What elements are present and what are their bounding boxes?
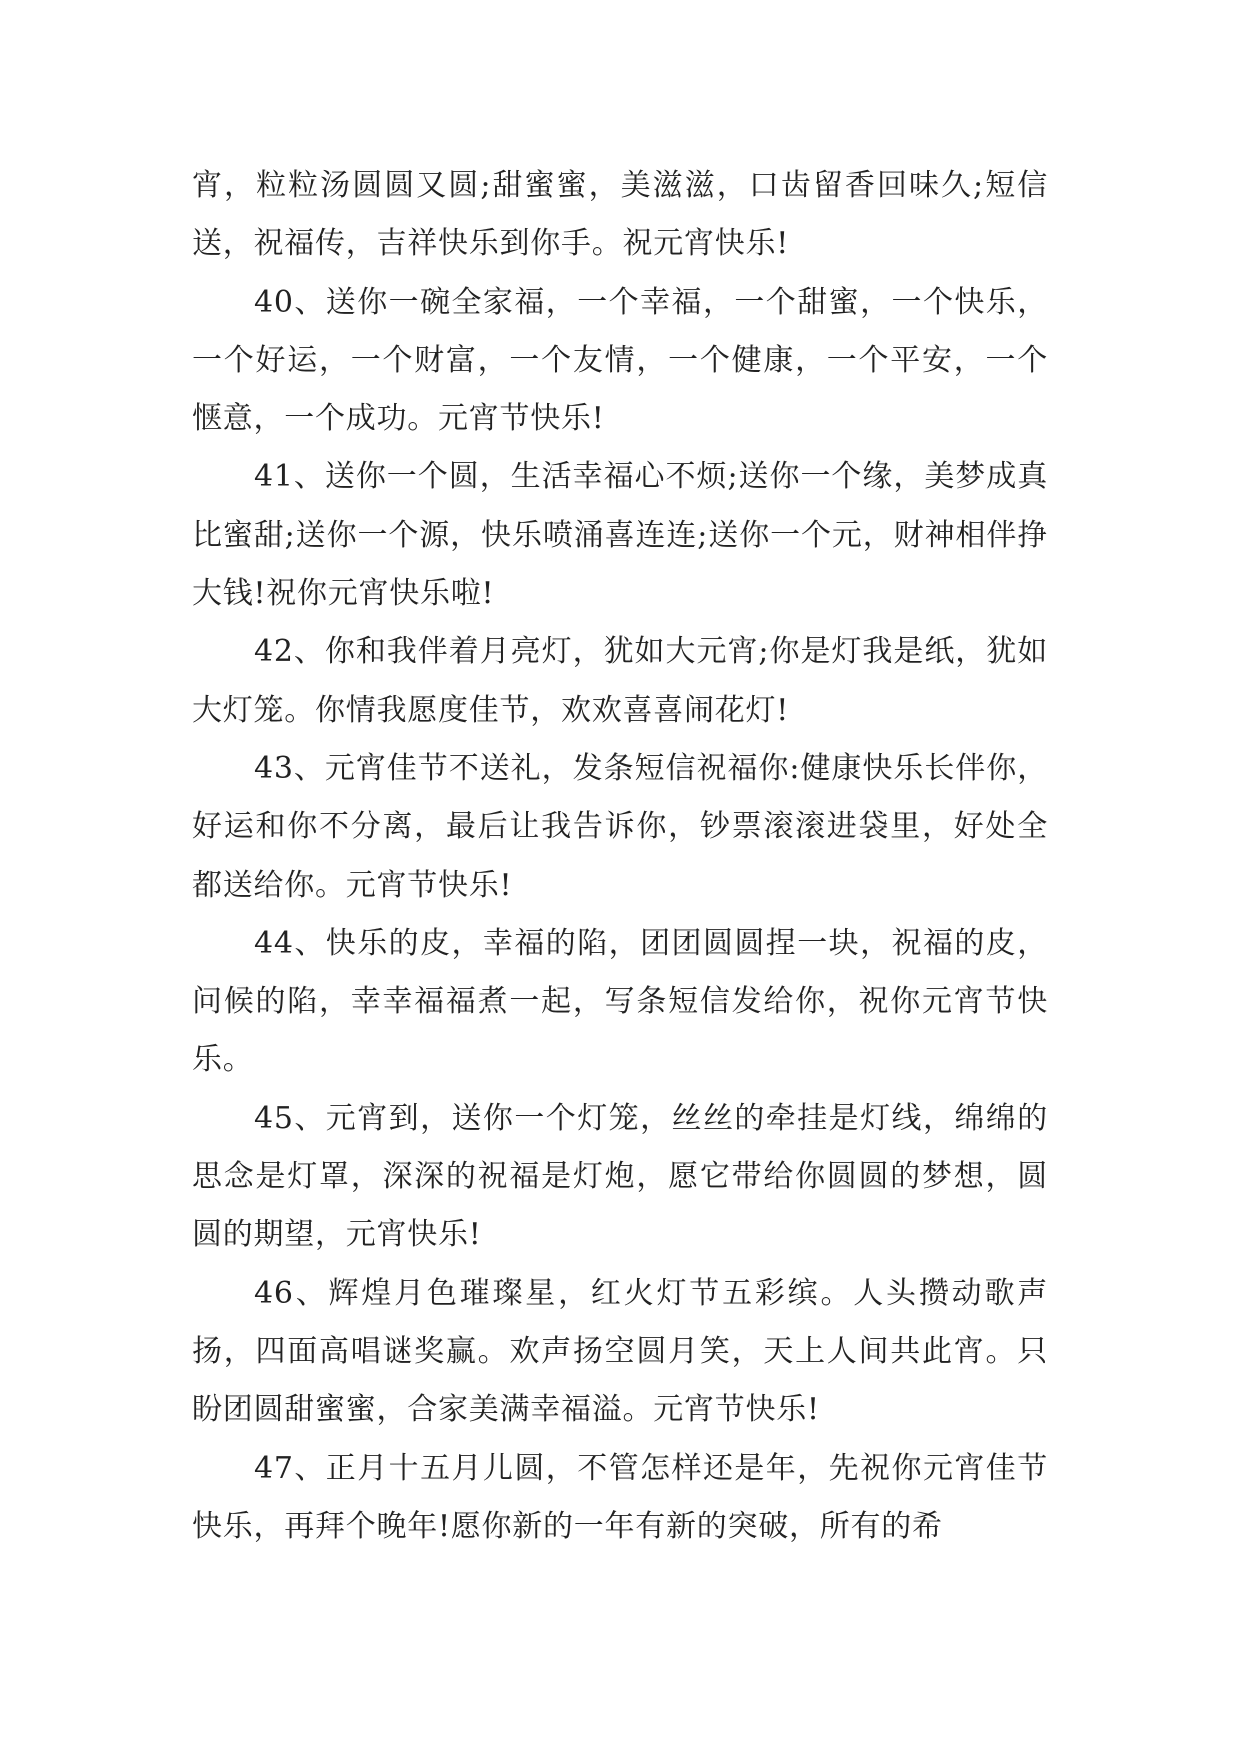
paragraph-44: 44、快乐的皮，幸福的陷，团团圆圆捏一块，祝福的皮，问候的陷，幸幸福福煮一起，写条短信发给你，祝你元宵节快乐。 (192, 925, 1048, 1078)
paragraph-46: 46、辉煌月色璀璨星，红火灯节五彩缤。人头攒动歌声扬，四面高唱谜奖赢。欢声扬空圆月笑，天上人间共此宵。只盼团圆甜蜜蜜，合家美满幸福溢。元宵节快乐! (192, 1275, 1048, 1428)
paragraph-47: 47、正月十五月儿圆，不管怎样还是年，先祝你元宵佳节快乐，再拜个晚年!愿你新的一年有新的突破，所有的希 (192, 1450, 1048, 1544)
paragraph-40: 40、送你一碗全家福，一个幸福，一个甜蜜，一个快乐，一个好运，一个财富，一个友情，一个健康，一个平安，一个惬意，一个成功。元宵节快乐! (192, 284, 1048, 437)
paragraph-41: 41、送你一个圆，生活幸福心不烦;送你一个缘，美梦成真比蜜甜;送你一个源，快乐喷涌喜连连;送你一个元，财神相伴挣大钱!祝你元宵快乐啦! (192, 459, 1048, 612)
paragraph-43: 43、元宵佳节不送礼，发条短信祝福你:健康快乐长伴你，好运和你不分离，最后让我告诉你，钞票滚滚进袋里，好处全都送给你。元宵节快乐! (192, 750, 1048, 903)
paragraph-39-continued: 宵，粒粒汤圆圆又圆;甜蜜蜜，美滋滋，口齿留香回味久;短信送，祝福传，吉祥快乐到你手。祝元宵快乐! (192, 168, 1048, 262)
paragraph-45: 45、元宵到，送你一个灯笼，丝丝的牵挂是灯线，绵绵的思念是灯罩，深深的祝福是灯炮，愿它带给你圆圆的梦想，圆圆的期望，元宵快乐! (192, 1100, 1048, 1253)
document-body (192, 157, 1048, 1556)
paragraph-42: 42、你和我伴着月亮灯，犹如大元宵;你是灯我是纸，犹如大灯笼。你情我愿度佳节，欢欢喜喜闹花灯! (192, 634, 1048, 728)
